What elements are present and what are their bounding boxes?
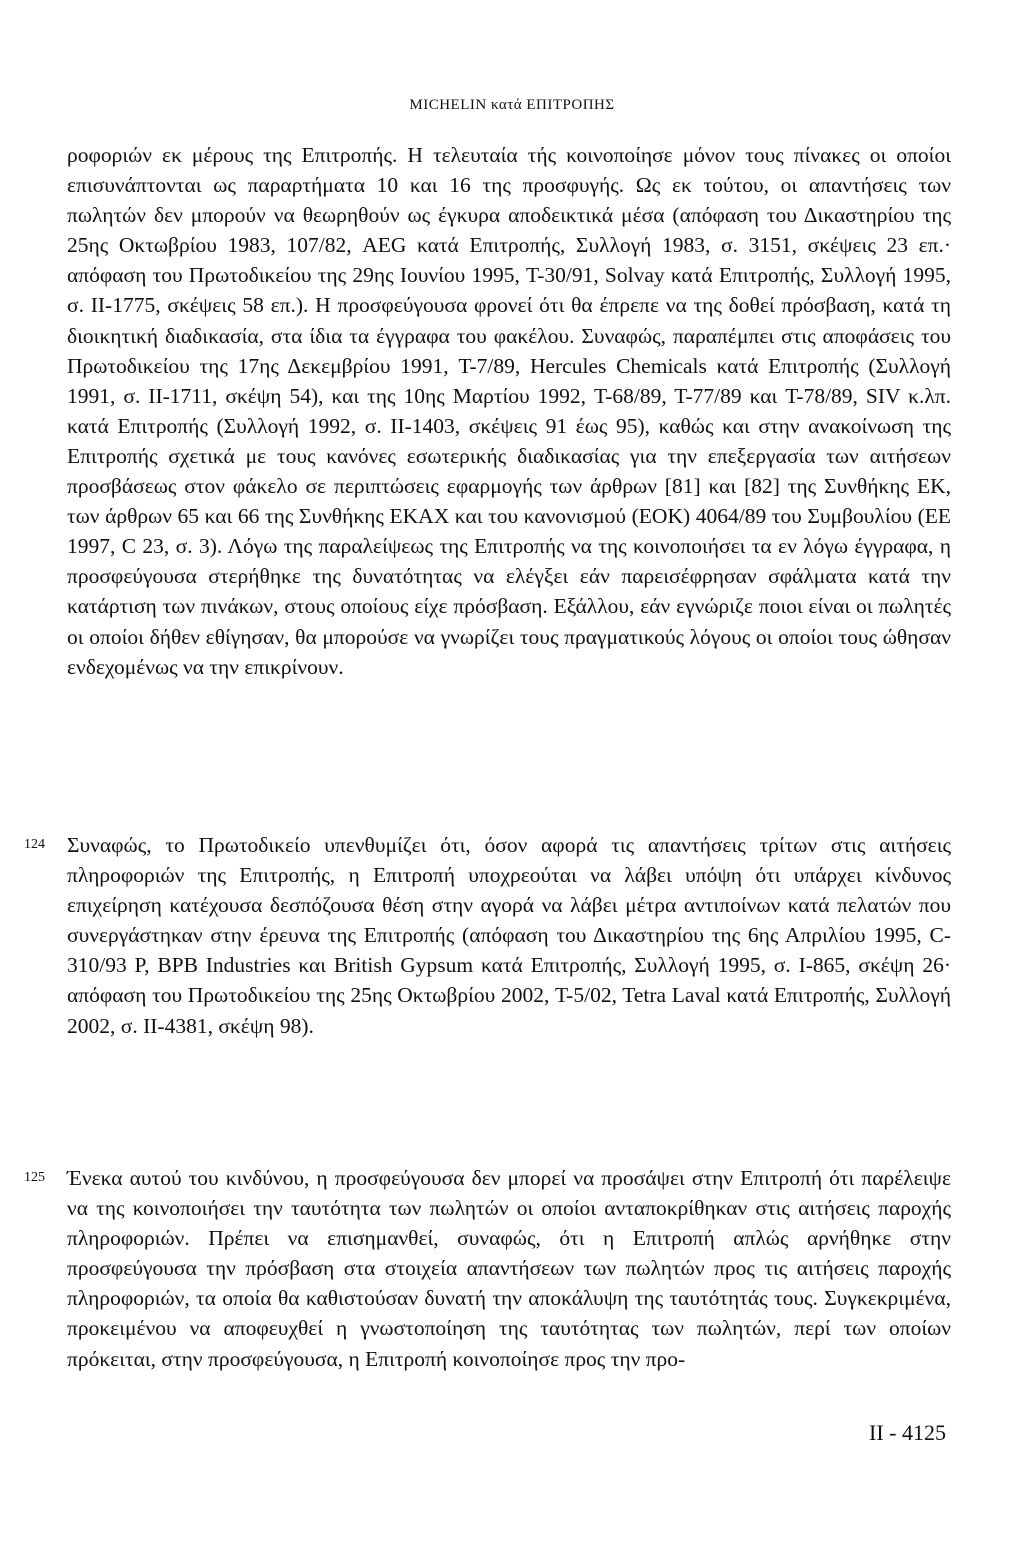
paragraph-continuation: ροφοριών εκ μέρους της Επιτροπής. Η τελευταία τής κοινοποίησε μόνον τους πίνακες οι οποίοι επισυνάπτονται ως παραρτήματα 10 και 16 της προσφυγής. Ως εκ τούτου, οι απαντήσεις των πωλητών δεν μπορούν να θεωρηθούν ως έγκυρα αποδεικτικά μέσα (απόφαση του Δικαστηρίου της 25ης Οκτωβρίου 1983, 107/82, AEG κατά Επιτροπής, Συλλογή 1983, σ. 3151, σκέψεις 23 επ.· απόφαση του Πρωτοδικείου της 29ης Ιουνίου 1995, T-30/91, Solvay κατά Επιτροπής, Συλλογή 1995, σ. II-1775, σκέψεις 58 επ.). Η προσφεύγουσα φρονεί ότι θα έπρεπε να της δοθεί πρόσβαση, κατά τη διοικητική διαδικασία, στα ίδια τα έγγραφα του φακέλου. Συναφώς, παραπέμπει στις αποφάσεις του Πρωτοδικείου της 17ης Δεκεμβρίου 1991, T-7/89, Hercules Chemicals κατά Επιτροπής (Συλλογή 1991, σ. II-1711, σκέψη 54), και της 10ης Μαρτίου 1992, T-68/89, T-77/89 και T-78/89, SIV κ.λπ. κατά Επιτροπής (Συλλογή 1992, σ. II-1403, σκέψεις 91 έως 95), καθώς και στην ανακοίνωση της Επιτροπής σχετικά με τους κανόνες εσωτερικής διαδικασίας για την επεξεργασία των αιτήσεων προσβάσεως στον φάκελο σε περιπτώσεις εφαρμογής των άρθρων [81] και [82] της Συνθήκης ΕΚ, των άρθρων 65 και 66 της Συνθήκης ΕΚΑΧ και του κανονισμού (ΕΟΚ) 4064/89 του Συμβουλίου (ΕΕ 1997, C 23, σ. 3). Λόγω της παραλείψεως της Επιτροπής να της κοινοποιήσει τα εν λόγω έγγραφα, η προσφεύγουσα στερήθηκε της δυνατότητας να ελέγξει εάν παρεισέφρησαν σφάλματα κατά την κατάρτιση των πινάκων, στους οποίους είχε πρόσβαση. Εξάλλου, εάν εγνώριζε ποιοι είναι οι πωλητές οι οποίοι δήθεν εθίγησαν, θα μπορούσε να γνωρίζει τους πραγματικούς λόγους οι οποίοι τους ώθησαν ενδεχομένως να την επικρίνουν. bbox=[67, 143, 951, 679]
paragraph-124: Συναφώς, το Πρωτοδικείο υπενθυμίζει ότι, όσον αφορά τις απαντήσεις τρίτων στις αιτήσεις πληροφοριών της Επιτροπής, η Επιτροπή υποχρεούται να λάβει υπόψη ότι υπάρχει κίνδυνος επιχείρηση κατέχουσα δεσπόζουσα θέση στην αγορά να λάβει μέτρα αντιποίνων κατά πελατών που συνεργάστηκαν στην έρευνα της Επιτροπής (απόφαση του Δικαστηρίου της 6ης Απριλίου 1995, C-310/93 P, BPB Industries και British Gypsum κατά Επιτροπής, Συλλογή 1995, σ. I-865, σκέψη 26· απόφαση του Πρωτοδικείου της 25ης Οκτωβρίου 2002, T-5/02, Tetra Laval κατά Επιτροπής, Συλλογή 2002, σ. II-4381, σκέψη 98). bbox=[67, 833, 951, 1038]
paragraph-number-124: 124 bbox=[24, 837, 45, 852]
paragraph-125: Ένεκα αυτού του κινδύνου, η προσφεύγουσα δεν μπορεί να προσάψει στην Επιτροπή ότι παρέλειψε να της κοινοποιήσει την ταυτότητα των πωλητών οι οποίοι ανταποκρίθηκαν στις αιτήσεις παροχής πληροφοριών. Πρέπει να επισημανθεί, συναφώς, ότι η Επιτροπή απλώς αρνήθηκε στην προσφεύγουσα την πρόσβαση στα στοιχεία απαντήσεων των πωλητών προς τις αιτήσεις παροχής πληροφοριών, τα οποία θα καθιστούσαν δυνατή την αποκάλυψη της ταυτότητάς τους. Συγκεκριμένα, προκειμένου να αποφευχθεί η γνωστοποίηση της ταυτότητας των πωλητών, περί των οποίων πρόκειται, στην προσφεύγουσα, η Επιτροπή κοινοποίησε προς την προ- bbox=[67, 1166, 951, 1371]
paragraph-number-125: 125 bbox=[24, 1170, 45, 1185]
page-number: II - 4125 bbox=[869, 1420, 946, 1445]
running-header: MICHELIN κατά ΕΠΙΤΡΟΠΗΣ bbox=[409, 97, 615, 113]
